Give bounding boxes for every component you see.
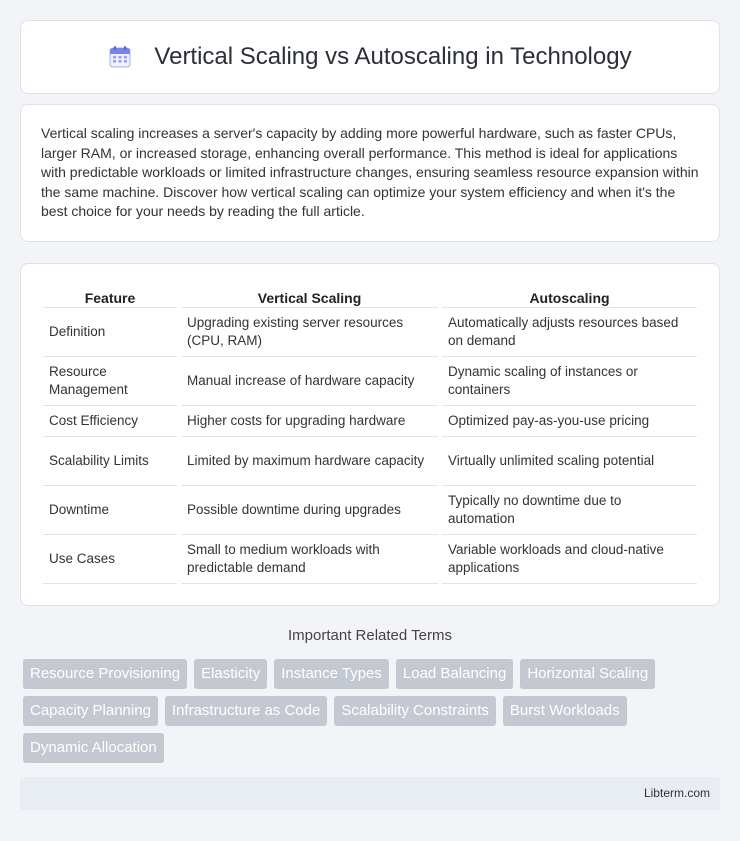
related-terms-heading: Important Related Terms (288, 627, 452, 644)
table-row (43, 406, 697, 437)
table-cell: Possible downtime during upgrades (181, 486, 438, 535)
table-cell: Downtime (43, 486, 177, 535)
title-card (20, 20, 720, 94)
term-tag[interactable]: Resource Provisioning (23, 659, 187, 689)
table-cell: Resource Management (43, 357, 177, 406)
table-header-row (43, 284, 697, 308)
calendar-icon (108, 45, 132, 69)
table-row (43, 437, 697, 486)
table-cell: Variable workloads and cloud-native applications (442, 535, 697, 584)
table-row (43, 308, 697, 357)
footer (20, 777, 720, 810)
table-row (43, 357, 697, 406)
term-tag[interactable]: Horizontal Scaling (520, 659, 655, 689)
table-row (43, 486, 697, 535)
table-cell: Scalability Limits (43, 437, 177, 486)
table-cell: Cost Efficiency (43, 406, 177, 437)
table-cell: Virtually unlimited scaling potential (442, 437, 697, 486)
term-tag[interactable]: Dynamic Allocation (23, 733, 164, 763)
term-tag[interactable]: Capacity Planning (23, 696, 158, 726)
table-cell: Higher costs for upgrading hardware (181, 406, 438, 437)
intro-card (20, 104, 720, 242)
intro-text: Vertical scaling increases a server's capacity by adding more powerful hardware, such as faster CPUs, larger RAM, or increased storage, enhancing overall performance. This method is ideal for applications with predictable workloads or limited infrastructure changes, ensuring seamless resource expansion within the same machine. Discover how vertical scaling can optimize your system efficiency and when it's the best choice for your needs by reading the full article. (41, 125, 699, 220)
table-cell: Definition (43, 308, 177, 357)
column-header: Autoscaling (442, 284, 697, 308)
column-header: Feature (43, 284, 177, 308)
term-tag[interactable]: Load Balancing (396, 659, 513, 689)
footer-site-link[interactable]: Libterm.com (643, 786, 710, 800)
term-tag[interactable]: Elasticity (194, 659, 267, 689)
table-cell: Small to medium workloads with predictable demand (181, 535, 438, 584)
table-cell: Optimized pay-as-you-use pricing (442, 406, 697, 437)
comparison-card (20, 263, 720, 606)
page-title: Vertical Scaling vs Autoscaling in Technology (154, 43, 632, 70)
table-cell: Dynamic scaling of instances or containers (442, 357, 697, 406)
table-cell: Manual increase of hardware capacity (181, 357, 438, 406)
term-tag[interactable]: Instance Types (274, 659, 389, 689)
table-row (43, 535, 697, 584)
term-tag[interactable]: Scalability Constraints (334, 696, 496, 726)
comparison-table (39, 284, 701, 584)
table-cell: Use Cases (43, 535, 177, 584)
table-cell: Automatically adjusts resources based on demand (442, 308, 697, 357)
related-terms-list (23, 659, 723, 763)
table-cell: Typically no downtime due to automation (442, 486, 697, 535)
table-cell: Limited by maximum hardware capacity (181, 437, 438, 486)
column-header: Vertical Scaling (181, 284, 438, 308)
term-tag[interactable]: Infrastructure as Code (165, 696, 327, 726)
term-tag[interactable]: Burst Workloads (503, 696, 627, 726)
table-cell: Upgrading existing server resources (CPU, RAM) (181, 308, 438, 357)
